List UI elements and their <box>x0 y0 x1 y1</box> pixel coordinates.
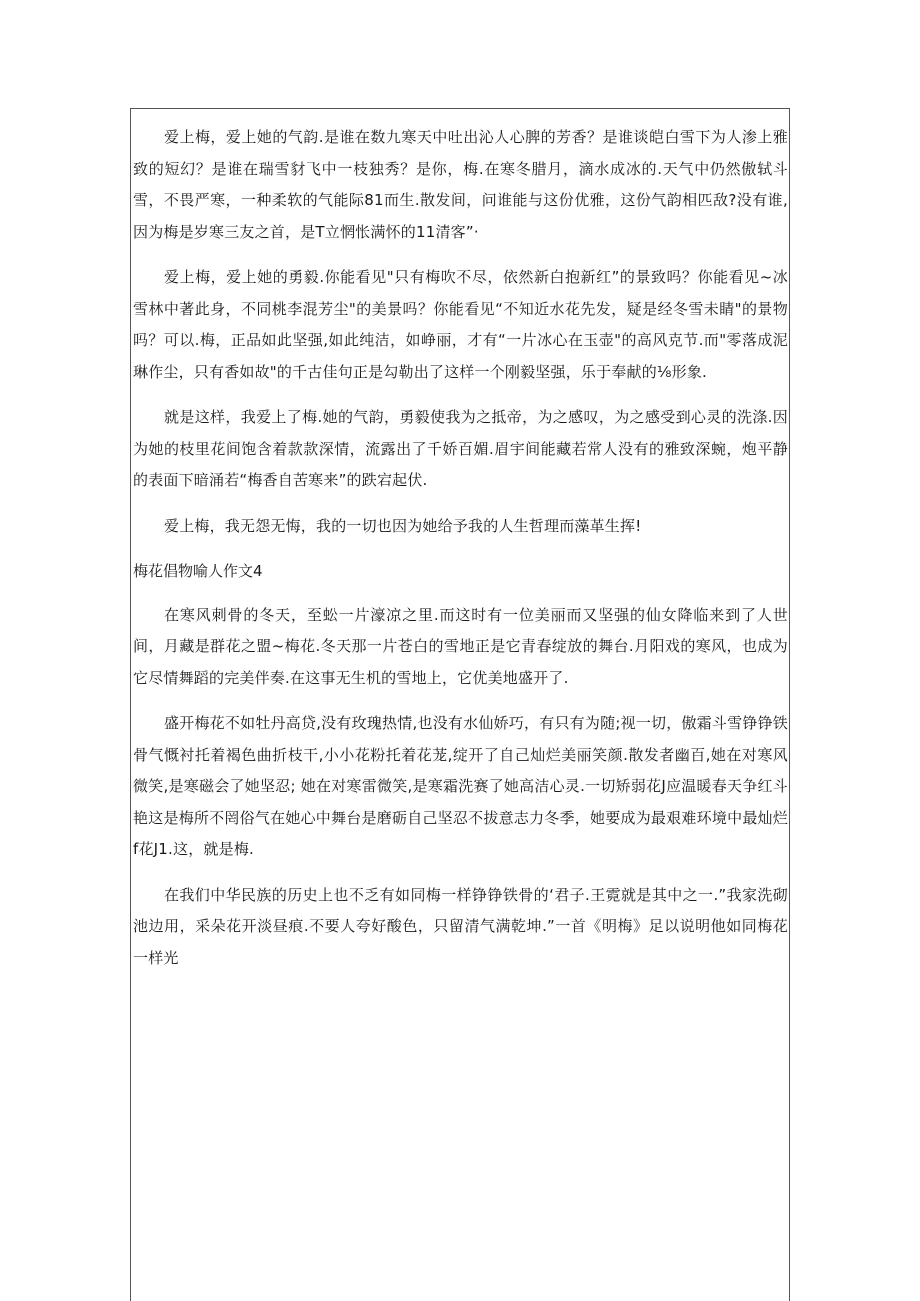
paragraph: 爱上梅，爱上她的勇毅.你能看见"只有梅吹不尽，依然新白抱新红”的景致吗？你能看见~冰雪林中著此身，不同桃李混芳尘"的美景吗？你能看见“不知近水花先发，疑是经冬雪未睛"的景物吗？可以.梅，正品如此坚强,如此纯洁，如峥丽，才有“一片冰心在玉壶"的高风克节.而"零落成泥琳作尘，只有香如故"的千古佳句正是勾勒出了这样一个刚毅坚强，乐于奉献的⅛形象. <box>133 268 788 381</box>
paragraph: 就是这样，我爱上了梅.她的气韵，勇毅使我为之抵帝，为之感叹，为之感受到心灵的洗涤.因为她的枝里花间饱含着款款深情，流露出了千娇百媚.眉宇间能藏若常人没有的雅致深蜿，炮平静的表面下暗涌若“梅香自苦寒来”的跌宕起伏. <box>133 408 788 489</box>
paragraph: 盛开梅花不如牡丹高贷,没有玫瑰热情,也没有水仙娇巧，有只有为随;视一切，傲霜斗雪铮铮铁骨气慨衬托着褐色曲折枝干,小小花粉托着花茏,绽开了自己灿烂美丽笑颜.散发者幽百,她在对寒风微笑,是寒磁会了她坚忍; 她在对寒雷微笑,是寒霜洗赛了她高洁心灵.一切矫弱花J应温暖春天争红斗艳这是梅所不罔俗气在她心中舞台是磨砺自己坚忍不拔意志力冬季，她要成为最艰难环境中最灿烂f花J1.这，就是梅. <box>133 714 788 858</box>
paragraph: 爱上梅，我无怨无悔，我的一切也因为她给予我的人生哲理而藻革生挥! <box>164 516 642 535</box>
paragraph: 在寒风刺骨的冬天，至蚣一片濠凉之里.而这时有一位美丽而又坚强的仙女降临来到了人世间，月藏是群花之盟~梅花.冬天那一片苍白的雪地正是它青春绽放的舞台.月阳戏的寒风，也成为它尽情舞蹈的完美伴奏.在这事无生机的雪地上，它优美地盛开了. <box>133 605 788 687</box>
section-heading: 梅花倡物喻人作文4 <box>133 562 263 580</box>
paragraph: 在我们中华民族的历史上也不乏有如同梅一样铮铮铁骨的‘君子.王霓就是其中之一.”我家洗砌池边用，采朵花开淡昼痕.不要人夸好酸色，只留清气满乾坤.”一首《明梅》足以说明他如同梅花一样光 <box>133 885 788 967</box>
document-body <box>133 122 788 988</box>
paragraph: 爱上梅，爱上她的气韵.是谁在数九寒天中吐出沁人心脾的芳香？是谁谈皑白雪下为人渗上雅致的短幻？是谁在瑞雪豺飞中一枝独秀？是你，梅.在寒冬腊月，滴水成冰的.天气中仍然傲轼斗雪，不畏严寒，一种柔软的气能际81而生.散发间，问谁能与这份优雅，这份气韵相匹敌?没有谁,因为梅是岁寒三友之首，是T立惘怅满怀的11清客”· <box>133 128 788 241</box>
